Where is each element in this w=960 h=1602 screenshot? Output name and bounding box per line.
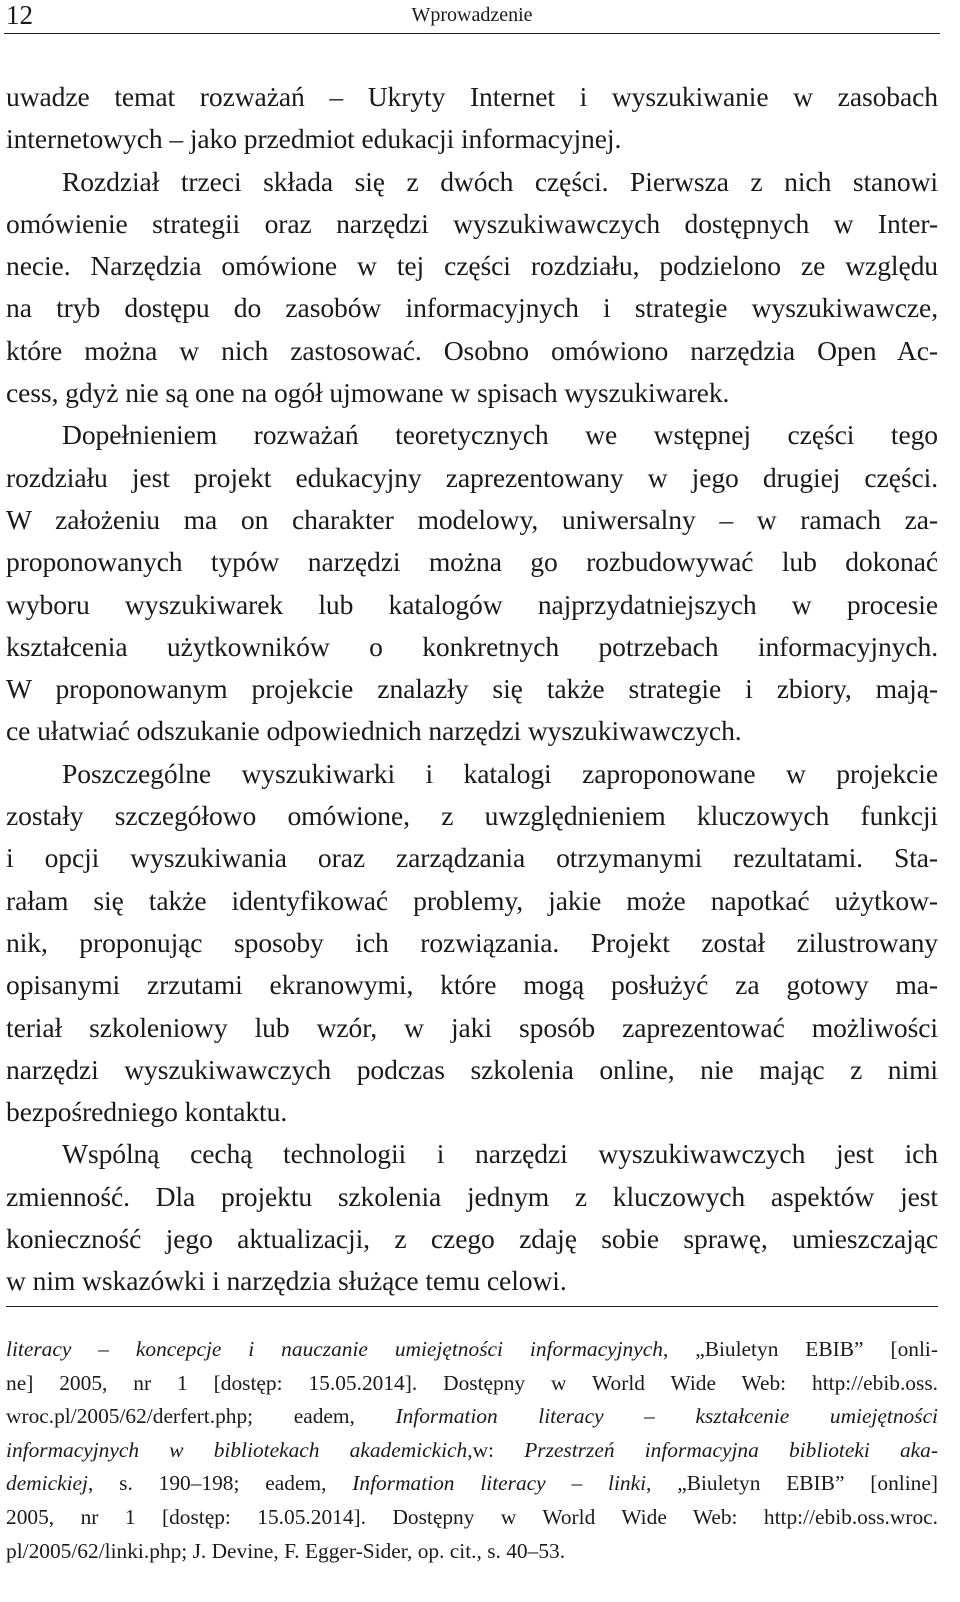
running-head-title: Wprowadzenie [411, 4, 533, 26]
footnote [6, 1333, 938, 1568]
body-line: W założeniu ma on charakter modelowy, uniwersalny – w ramach za- [6, 503, 938, 535]
footnote-line [6, 1467, 938, 1501]
body-line: ce ułatwiać odszukanie odpowiednich narzędzi wyszukiwawczych. [6, 715, 742, 747]
body-line: na tryb dostępu do zasobów informacyjnych i strategie wyszukiwawcze, [6, 292, 938, 324]
body-line: uwadze temat rozważań – Ukryty Internet i wyszukiwanie w zasobach [6, 81, 938, 112]
footnote-title: literacy – koncepcje i nauczanie umiejętności informacyjnych [6, 1337, 663, 1361]
footnote-text: , „Biuletyn EBIB” [online] [646, 1471, 938, 1496]
footnote-title: informacyjnych w bibliotekach akademickich [6, 1437, 468, 1462]
body-line: bezpośredniego kontaktu. [6, 1096, 288, 1128]
body-line: Rozdział trzeci składa się z dwóch części. Pierwsza z nich stanowi [62, 165, 938, 197]
body-line: zmienność. Dla projektu szkolenia jednym z kluczowych aspektów jest [6, 1180, 938, 1212]
footnote-text: , s. 190–198; eadem, [87, 1471, 353, 1496]
running-header [4, 0, 940, 34]
footnote-line [6, 1400, 938, 1434]
footnote-line: ne] 2005, nr 1 [dostęp: 15.05.2014]. Dostępny w World Wide Web: http://ebib.oss. [6, 1370, 938, 1395]
body-line: teriał szkoleniowy lub wzór, w jaki sposób zaprezentować możliwości [6, 1011, 938, 1043]
footnote-text: wroc.pl/2005/62/derfert.php; eadem, [6, 1404, 396, 1429]
body-line: rałam się także identyfikować problemy, jakie może napotkać użytkow- [6, 884, 938, 916]
body-line: rozdziału jest projekt edukacyjny zaprezentowany w jego drugiej części. [6, 461, 938, 493]
body-line: W proponowanym projekcie znalazły się także strategie i zbiory, mają- [6, 673, 938, 705]
body-line: cess, gdyż nie są one na ogół ujmowane w spisach wyszukiwarek. [6, 377, 730, 409]
body-line: i opcji wyszukiwania oraz zarządzania otrzymanymi rezultatami. Sta- [6, 842, 938, 874]
body-line: nik, proponując sposoby ich rozwiązania. Projekt został zilustrowany [6, 926, 938, 958]
footnote-title: Information literacy – kształcenie umiejętności [395, 1404, 939, 1429]
body-line: konieczność jego aktualizacji, z czego zdaję sobie sprawę, umieszczając [6, 1223, 938, 1255]
body-line: internetowych – jako przedmiot edukacji informacyjnej. [6, 123, 622, 155]
footnote-title: demickiej [6, 1471, 88, 1496]
body-line: omówienie strategii oraz narzędzi wyszukiwawczych dostępnych w Inter- [6, 207, 938, 239]
body-line: opisanymi zrzutami ekranowymi, które mogą posłużyć za gotowy ma- [6, 969, 938, 1001]
footnote-separator [6, 1306, 938, 1307]
footnote-line [6, 1333, 938, 1367]
body-line: Wspólną cechą technologii i narzędzi wyszukiwawczych jest ich [62, 1138, 938, 1170]
body-line: kształcenia użytkowników o konkretnych potrzebach informacyjnych. [6, 630, 938, 662]
footnote-text: ,w: [467, 1437, 525, 1462]
footnote-title: Przestrzeń informacyjna biblioteki aka- [524, 1437, 938, 1462]
footnote-line [6, 1434, 938, 1468]
body-line: Dopełnieniem rozważań teoretycznych we wstępnej części tego [62, 419, 938, 451]
body-line: w nim wskazówki i narzędzia służące temu celowi. [6, 1265, 567, 1297]
body-line: zostały szczegółowo omówione, z uwzględnieniem kluczowych funkcji [6, 800, 938, 832]
footnote-line: pl/2005/62/linki.php; J. Devine, F. Egger-Sider, op. cit., s. 40–53. [6, 1538, 566, 1563]
footnote-text: , „Biuletyn EBIB” [onli- [662, 1337, 938, 1361]
footnote-title: Information literacy – linki [352, 1471, 647, 1496]
body-line: wyboru wyszukiwarek lub katalogów najprzydatniejszych w procesie [6, 588, 938, 620]
body-line: które można w nich zastosować. Osobno omówiono narzędzia Open Ac- [6, 334, 938, 366]
body-line: narzędzi wyszukiwawczych podczas szkolenia online, nie mając z nimi [6, 1053, 938, 1085]
page-number: 12 [6, 0, 33, 30]
body-line: necie. Narzędzia omówione w tej części rozdziału, podzielono ze względu [6, 250, 938, 282]
body-line: proponowanych typów narzędzi można go rozbudowywać lub dokonać [6, 546, 938, 578]
body-line: Poszczególne wyszukiwarki i katalogi zaproponowane w projekcie [62, 757, 938, 789]
footnote-line: 2005, nr 1 [dostęp: 15.05.2014]. Dostępny w World Wide Web: http://ebib.oss.wroc. [6, 1504, 938, 1529]
body-text [6, 76, 938, 1303]
